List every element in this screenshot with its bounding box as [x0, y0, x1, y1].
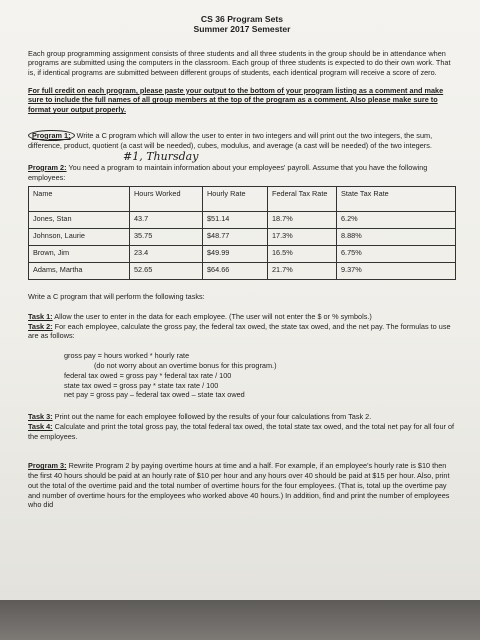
task1-paragraph	[28, 312, 456, 322]
task1-text: Allow the user to enter in the data for each employee. (The user will not enter the $ or % symbols.)	[54, 311, 372, 321]
program2-label: Program 2:	[28, 162, 67, 172]
table-cell: 8.88%	[337, 229, 456, 246]
program1-paragraph	[28, 131, 456, 150]
task4-paragraph	[28, 422, 456, 441]
formula-gross: gross pay = hours worked * hourly rate	[64, 351, 190, 361]
table-cell: Brown, Jim	[29, 246, 130, 263]
table-row	[29, 212, 456, 229]
credit-note: For full credit on each program, please paste your output to the bottom of your program listing as a comment and make sure to include the full names of all group members at the top of the program as a comment. Also please make sure to format your output properly.	[28, 85, 444, 115]
program3-text: Rewrite Program 2 by paying overtime hours at time and a half. For example, if an employee's hourly rate is $10 then the first 40 hours should be paid at an hourly rate of $10 per hour and any hours over 40 should be paid at $15 per hour. Also, print out the total of the overtime paid and the total number of overtime hours for the four employees. (That is, total up the overtime pay and number of overtime hours for the employees who worked above 40 hours.) In addition, find and print the number of employees who did	[28, 461, 450, 510]
table-header-row	[29, 187, 456, 212]
document-header	[28, 14, 456, 35]
document-body	[28, 14, 456, 518]
document-title: CS 36 Program Sets	[200, 14, 284, 24]
tasks-intro: Write a C program that will perform the following tasks:	[28, 292, 205, 302]
program3-label: Program 3:	[28, 461, 67, 471]
table-cell: 16.5%	[268, 246, 337, 263]
formula-state: state tax owed = gross pay * state tax rate / 100	[64, 380, 219, 390]
formula-net: net pay = gross pay – federal tax owed – state tax owed	[64, 390, 245, 400]
table-row	[29, 229, 456, 246]
formula-overtime-note: (do not worry about an overtime bonus for this program.)	[94, 360, 277, 370]
program2-text: You need a program to maintain information about your employees' payroll. Assume that you have the following employees:	[28, 162, 428, 182]
program1-label: Program 1:	[28, 130, 75, 141]
table-row	[29, 246, 456, 263]
table-cell: 43.7	[130, 212, 203, 229]
task2-text: For each employee, calculate the gross pay, the federal tax owed, the state tax owed, and the net pay. The formulas to use are as follows:	[28, 321, 451, 341]
table-cell: $51.14	[203, 212, 268, 229]
task1-label: Task 1:	[28, 311, 53, 321]
table-row	[29, 263, 456, 280]
table-cell: 23.4	[130, 246, 203, 263]
employee-table	[28, 186, 456, 280]
task4-label: Task 4:	[28, 422, 53, 432]
table-cell: 6.75%	[337, 246, 456, 263]
formula-block	[28, 351, 456, 400]
table-cell: 6.2%	[337, 212, 456, 229]
task3-label: Task 3:	[28, 412, 53, 422]
column-header: State Tax Rate	[337, 187, 456, 212]
tasks-3-4	[28, 412, 456, 441]
column-header: Federal Tax Rate	[268, 187, 337, 212]
table-cell: 18.7%	[268, 212, 337, 229]
table-cell: Adams, Martha	[29, 263, 130, 280]
table-cell: 17.3%	[268, 229, 337, 246]
table-cell: $64.66	[203, 263, 268, 280]
task3-paragraph	[28, 412, 456, 422]
table-cell: 9.37%	[337, 263, 456, 280]
table-cell: Johnson, Laurie	[29, 229, 130, 246]
column-header: Name	[29, 187, 130, 212]
program1-text: Write a C program which will allow the user to enter in two integers and will print out the two integers, the sum, difference, product, quotient (a cast will be needed), cubes, modulus, and average (a cast will be needed) of the two integers.	[28, 130, 433, 150]
task2-label: Task 2:	[28, 321, 53, 331]
column-header: Hours Worked	[130, 187, 203, 212]
tasks-1-2	[28, 312, 456, 341]
intro-paragraph: Each group programming assignment consists of three students and all three students in the group should be in attendance when programs are submitted using the computers in the classroom. Each group of three students is expected to do their own work. That is, if identical programs are submitted between different groups of students, each identical program will receive a score of zero.	[28, 48, 451, 78]
task2-paragraph	[28, 322, 456, 341]
document-subtitle: Summer 2017 Semester	[193, 24, 291, 35]
program3-paragraph	[28, 461, 456, 510]
table-cell: $49.99	[203, 246, 268, 263]
handwritten-note: #1, Thursday	[123, 150, 199, 164]
formula-federal: federal tax owed = gross pay * federal tax rate / 100	[64, 370, 232, 380]
table-cell: 35.75	[130, 229, 203, 246]
table-cell: 52.65	[130, 263, 203, 280]
table-cell: Jones, Stan	[29, 212, 130, 229]
task4-text: Calculate and print the total gross pay, the total federal tax owed, the total state tax owed, and the total net pay for all four of the employees.	[28, 422, 455, 441]
column-header: Hourly Rate	[203, 187, 268, 212]
program2-paragraph	[28, 163, 456, 182]
desk-background	[0, 600, 480, 640]
table-cell: $48.77	[203, 229, 268, 246]
table-cell: 21.7%	[268, 263, 337, 280]
task3-text: Print out the name for each employee followed by the results of your four calculations from Task 2.	[54, 412, 372, 422]
